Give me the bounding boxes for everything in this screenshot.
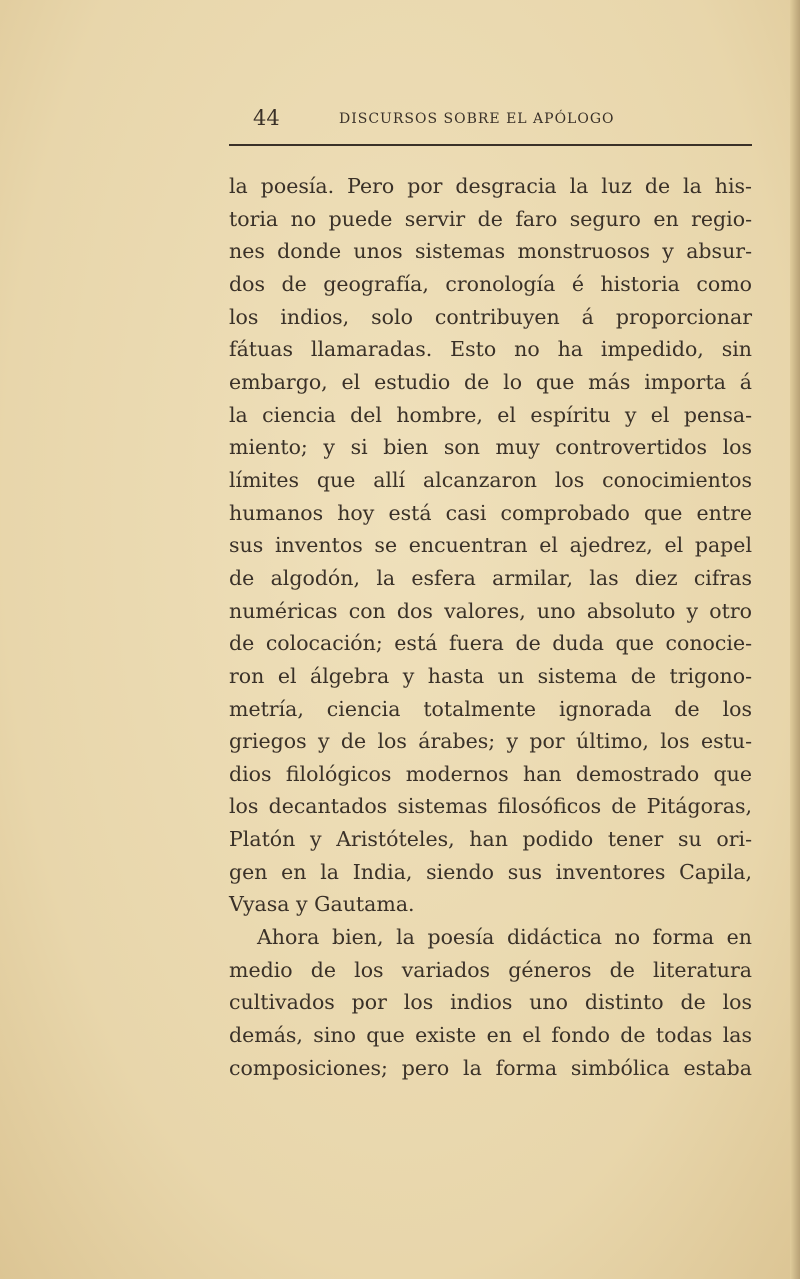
text-line: los decantados sistemas filosóficos de Pitágoras,: [229, 794, 752, 819]
text-line: toria no puede servir de faro seguro en regio-: [229, 206, 752, 231]
text-line: los indios, solo contribuyen á proporcionar: [229, 304, 752, 329]
header-rule: [229, 144, 752, 146]
text-line: composiciones; pero la forma simbólica estaba: [229, 1055, 752, 1080]
text-line: demás, sino que existe en el fondo de todas las: [229, 1023, 752, 1048]
text-line: miento; y si bien son muy controvertidos los: [229, 435, 752, 460]
text-line: nes donde unos sistemas monstruosos y absur-: [229, 239, 752, 264]
text-line: humanos hoy está casi comprobado que entre: [229, 500, 752, 525]
text-line: metría, ciencia totalmente ignorada de los: [229, 696, 752, 721]
text-line: numéricas con dos valores, uno absoluto y otro: [229, 598, 752, 623]
body-text: [229, 170, 752, 1084]
running-title: DISCURSOS SOBRE EL APÓLOGO: [339, 111, 615, 127]
text-line: medio de los variados géneros de literatura: [229, 957, 752, 982]
text-line: fátuas llamaradas. Esto no ha impedido, sin: [229, 337, 752, 362]
text-line: de colocación; está fuera de duda que conocie-: [229, 631, 752, 656]
text-line: embargo, el estudio de lo que más importa á: [229, 369, 752, 394]
text-line: gen en la India, siendo sus inventores Capila,: [229, 859, 752, 884]
text-line: Ahora bien, la poesía didáctica no forma en: [257, 925, 752, 950]
text-line: ron el álgebra y hasta un sistema de trigono-: [229, 663, 752, 688]
page-header: [229, 106, 752, 136]
text-line: dios filológicos modernos han demostrado que: [229, 761, 752, 786]
text-line: sus inventos se encuentran el ajedrez, el papel: [229, 533, 752, 558]
page-edge: [790, 0, 800, 1279]
text-line: la ciencia del hombre, el espíritu y el pensa-: [229, 402, 752, 427]
text-line: Vyasa y Gautama.: [229, 892, 415, 917]
text-line: la poesía. Pero por desgracia la luz de la his-: [229, 174, 752, 198]
text-line: cultivados por los indios uno distinto de los: [229, 990, 752, 1015]
text-line: dos de geografía, cronología é historia como: [229, 271, 752, 296]
page-number: 44: [253, 106, 280, 130]
text-line: de algodón, la esfera armilar, las diez cifras: [229, 565, 752, 590]
text-line: Platón y Aristóteles, han podido tener su ori-: [229, 827, 752, 852]
text-line: límites que allí alcanzaron los conocimientos: [229, 467, 752, 492]
text-line: griegos y de los árabes; y por último, los estu-: [229, 729, 752, 754]
